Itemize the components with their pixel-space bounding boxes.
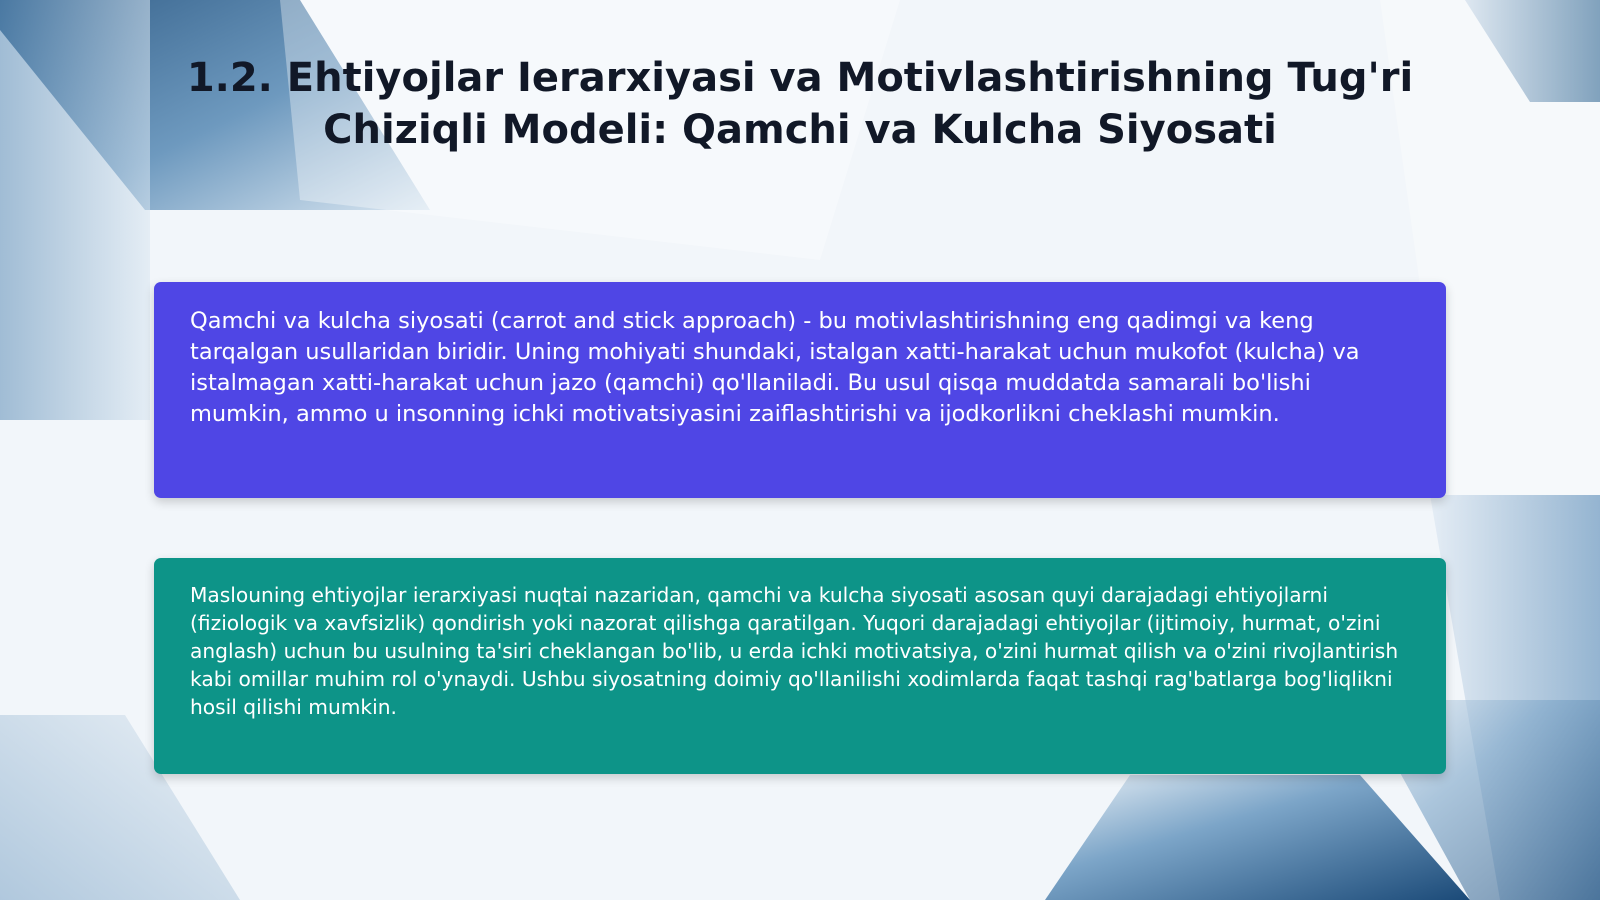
info-card-carrot-stick bbox=[154, 282, 1446, 498]
info-card-text: Qamchi va kulcha siyosati (carrot and stick approach) - bu motivlashtirishning eng qadimgi va keng tarqalgan usullaridan biridir. Uning mohiyati shundaki, istalgan xatti-harakat uchun mukofot (kulcha) va istalmagan xatti-harakat uchun jazo (qamchi) qo'llaniladi. Bu usul qisqa muddatda samarali bo'lishi mumkin, ammo u insonning ichki motivatsiyasini zaiflashtirishi va ijodkorlikni cheklashi mumkin. bbox=[190, 308, 1360, 427]
info-card-text: Maslouning ehtiyojlar ierarxiyasi nuqtai nazaridan, qamchi va kulcha siyosati asosan quyi darajadagi ehtiyojlarni (fiziologik va xavfsizlik) qondirish yoki nazorat qilishga qaratilgan. Yuqori darajadagi ehtiyojlar (ijtimoiy, hurmat, o'zini anglash) uchun bu usulning ta'siri cheklangan bo'lib, u erda ichki motivatsiya, o'zini hurmat qilish va o'zini rivojlantirish kabi omillar muhim rol o'ynaydi. Ushbu siyosatning doimiy qo'llanilishi xodimlarda faqat tashqi rag'batlarga bog'liqlikni hosil qilishi mumkin. bbox=[190, 583, 1399, 719]
slide-title: 1.2. Ehtiyojlar Ierarxiyasi va Motivlashtirishning Tug'ri Chiziqli Modeli: Qamchi va Kulcha Siyosati bbox=[186, 55, 1414, 153]
info-card-maslow bbox=[154, 558, 1446, 774]
